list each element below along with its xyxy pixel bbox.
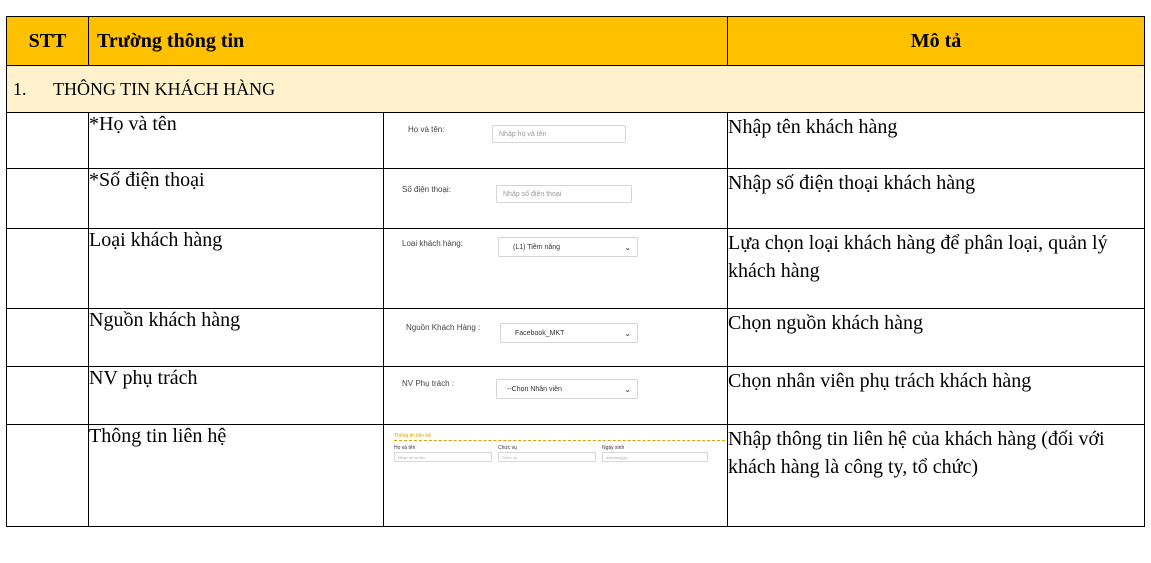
contact-label: Chức vụ — [498, 445, 517, 451]
customer-type-select-preview: (L1) Tiềm năng ⌄ — [498, 237, 638, 257]
stt-cell — [7, 113, 89, 169]
table-header-row — [7, 17, 1145, 66]
name-input-preview: Nhập họ và tên — [492, 125, 626, 143]
field-description: Lựa chọn loại khách hàng để phân loại, quản lý khách hàng — [728, 229, 1145, 309]
field-description: Chọn nhân viên phụ trách khách hàng — [728, 367, 1145, 425]
header-stt: STT — [7, 17, 89, 66]
table-row — [7, 113, 1145, 169]
header-description: Mô tả — [728, 17, 1145, 66]
table-row — [7, 425, 1145, 527]
header-field: Trường thông tin — [89, 17, 728, 66]
spec-table — [6, 16, 1145, 527]
form-label: Loại khách hàng: — [402, 239, 463, 248]
contact-position-input-preview: Chức vụ — [498, 452, 596, 462]
field-name: *Họ và tên — [89, 113, 384, 169]
stt-cell — [7, 425, 89, 527]
table-row — [7, 169, 1145, 229]
contact-label: Họ và tên — [394, 445, 416, 451]
staff-select-preview: --Chọn Nhân viên ⌄ — [496, 379, 638, 399]
form-preview — [384, 169, 728, 229]
chevron-down-icon: ⌄ — [624, 243, 631, 252]
contact-label: Ngày sinh — [602, 445, 625, 451]
table-row — [7, 367, 1145, 425]
contact-form-divider — [394, 440, 725, 441]
contact-name-input-preview: Nhập họ và tên — [394, 452, 492, 462]
stt-cell — [7, 367, 89, 425]
section-number: 1. — [13, 78, 27, 99]
form-label: NV Phụ trách : — [402, 379, 455, 388]
field-description: Nhập tên khách hàng — [728, 113, 1145, 169]
field-description: Nhập thông tin liên hệ của khách hàng (đối với khách hàng là công ty, tổ chức) — [728, 425, 1145, 527]
form-preview — [384, 113, 728, 169]
field-name: NV phụ trách — [89, 367, 384, 425]
contact-birthday-input-preview: dd/mm/yyyy — [602, 452, 708, 462]
stt-cell — [7, 169, 89, 229]
stt-cell — [7, 309, 89, 367]
chevron-down-icon: ⌄ — [624, 385, 631, 394]
field-description: Nhập số điện thoại khách hàng — [728, 169, 1145, 229]
form-label: Số điện thoại: — [402, 185, 451, 194]
form-label: Nguồn Khách Hàng : — [406, 323, 481, 332]
field-description: Chọn nguồn khách hàng — [728, 309, 1145, 367]
section-row — [7, 66, 1145, 113]
field-name: Loại khách hàng — [89, 229, 384, 309]
form-label: Họ và tên: — [408, 125, 445, 134]
form-preview — [384, 367, 728, 425]
contact-form-title: Thông tin liên hệ — [394, 433, 431, 439]
table-row — [7, 309, 1145, 367]
form-preview — [384, 309, 728, 367]
field-name: *Số điện thoại — [89, 169, 384, 229]
stt-cell — [7, 229, 89, 309]
form-preview — [384, 229, 728, 309]
chevron-down-icon: ⌄ — [624, 329, 631, 338]
phone-input-preview: Nhập số điện thoại — [496, 185, 632, 203]
form-preview — [384, 425, 728, 527]
field-name: Thông tin liên hệ — [89, 425, 384, 527]
section-title: THÔNG TIN KHÁCH HÀNG — [53, 78, 276, 99]
field-name: Nguồn khách hàng — [89, 309, 384, 367]
section-title-cell — [7, 66, 1145, 113]
table-row — [7, 229, 1145, 309]
source-select-preview: Facebook_MKT ⌄ — [500, 323, 638, 343]
